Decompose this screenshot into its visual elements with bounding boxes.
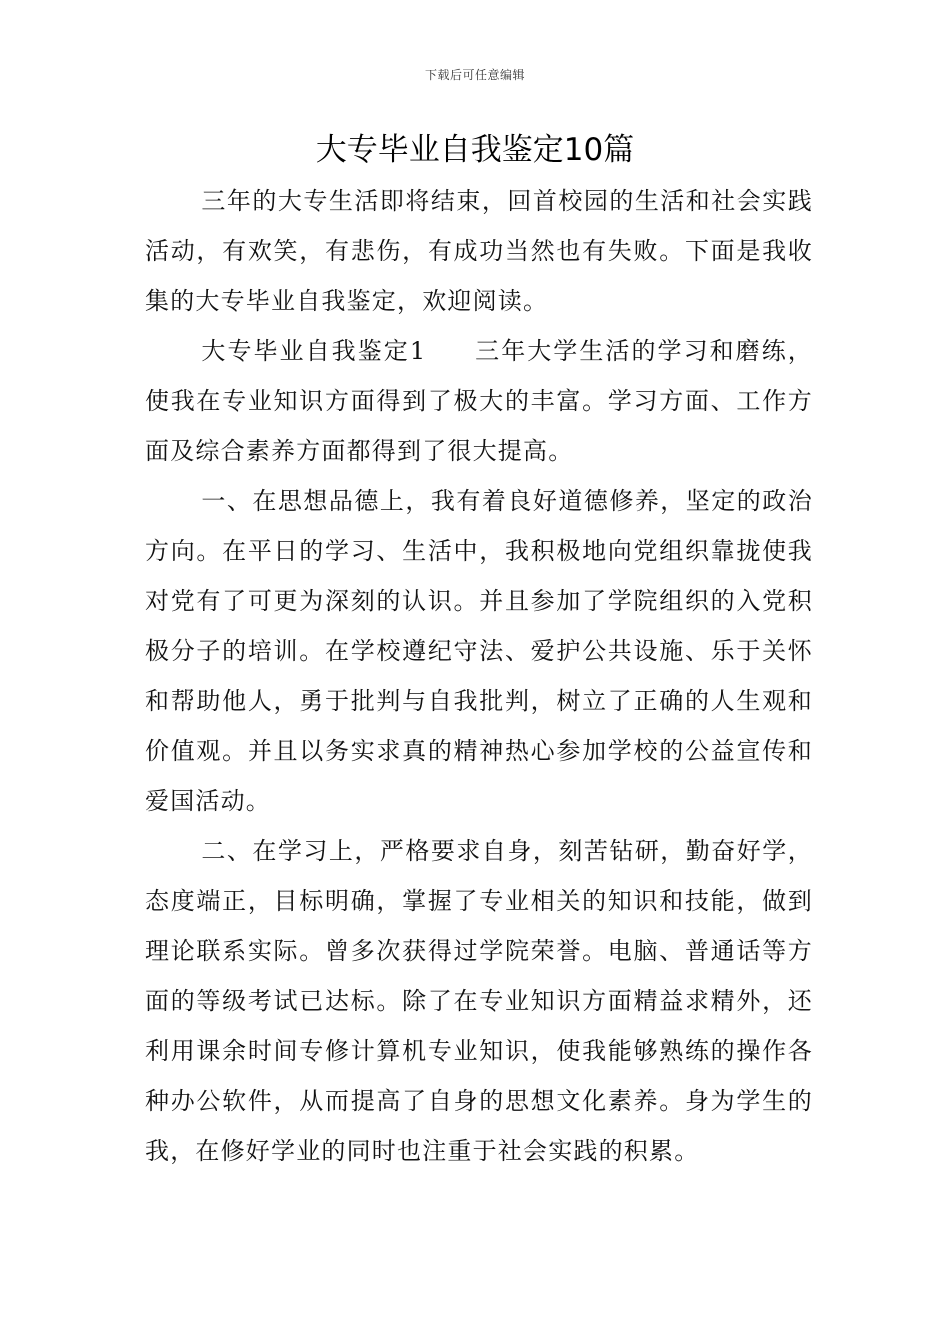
document-title: 大专毕业自我鉴定10篇 (315, 132, 635, 168)
section-label: 大专毕业自我鉴定1 (201, 337, 427, 365)
paragraph-study: 二、在学习上，严格要求自身，刻苦钻研，勤奋好学，态度端正，目标明确，掌握了专业相关的知识和技能，做到理论联系实际。曾多次获得过学院荣誉。电脑、普通话等方面的等级考试已达标。除了在专业知识方面精益求精外，还利用课余时间专修计算机专业知识，使我能够熟练的操作各种办公软件，从而提高了自身的思想文化素养。身为学生的我，在修好学业的同时也注重于社会实践的积累。 (145, 837, 813, 1165)
paragraph-intro: 三年的大专生活即将结束，回首校园的生活和社会实践活动，有欢笑，有悲伤，有成功当然也有失败。下面是我收集的大专毕业自我鉴定，欢迎阅读。 (145, 187, 813, 315)
document-body (145, 176, 813, 1176)
paragraph-section-1 (145, 326, 813, 476)
paragraph-section-1-text: 三年大学生活的学习和磨练，使我在专业知识方面得到了极大的丰富。学习方面、工作方面及综合素养方面都得到了很大提高。 (145, 337, 813, 465)
paragraph-ideology: 一、在思想品德上，我有着良好道德修养，坚定的政治方向。在平日的学习、生活中，我积极地向党组织靠拢使我对党有了可更为深刻的认识。并且参加了学院组织的入党积极分子的培训。在学校遵纪守法、爱护公共设施、乐于关怀和帮助他人，勇于批判与自我批判，树立了正确的人生观和价值观。并且以务实求真的精神热心参加学校的公益宣传和爱国活动。 (145, 487, 813, 815)
header-note: 下载后可任意编辑 (424, 68, 525, 82)
